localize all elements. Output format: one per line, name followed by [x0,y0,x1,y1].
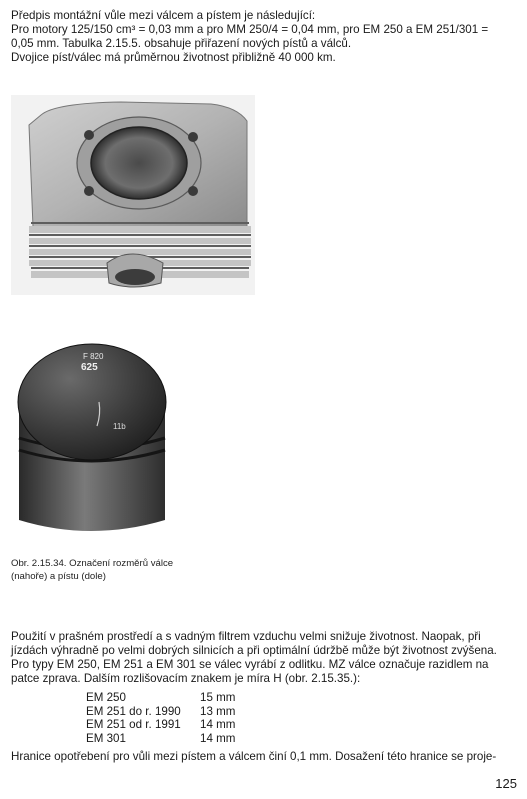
page-number: 125 [495,776,517,791]
model-cell: EM 301 [86,731,126,745]
model-cell: EM 251 od r. 1991 [86,718,181,732]
value-cell: 14 mm [200,731,236,745]
piston-marking-top: F 820 [83,352,104,361]
body-line-4: patce zprava. Dalším rozlišovacím znakem je míra H (obr. 2.15.35.): [11,672,361,685]
table-row [86,732,235,746]
table-row [86,718,235,732]
closing-line: Hranice opotřebení pro vůli mezi pístem a válcem činí 0,1 mm. Dosažení této hranice se proje- [11,750,497,763]
model-cell: EM 250 [86,691,126,704]
value-cell: 15 mm [200,691,236,704]
intro-line-3: 0,05 mm. Tabulka 2.15.5. obsahuje přiřazení nových pístů a válců. [11,37,352,50]
body-line-3: Pro typy EM 250, EM 251 a EM 301 se válec vyrábí z odlitku. MZ válce označuje razidlem na [11,658,489,671]
intro-line-4: Dvojice píst/válec má průměrnou životnost přibližně 40 000 km. [11,51,336,64]
body-line-1: Použití v prašném prostředí a s vadným filtrem vzduchu velmi snižuje životnost. Naopak, při [11,630,481,643]
caption-line-1: Obr. 2.15.34. Označení rozměrů válce [11,558,174,569]
value-cell: 13 mm [200,704,236,718]
cylinder-photo [11,95,255,295]
body-paragraph [11,630,517,686]
piston-photo [11,330,173,540]
dimension-table [86,691,235,745]
intro-line-2: Pro motory 125/150 cm³ = 0,03 mm a pro MM 250/4 = 0,04 mm, pro EM 250 a EM 251/301 = [11,23,489,36]
model-cell: EM 251 do r. 1990 [86,704,181,718]
table-row [86,691,235,705]
intro-line-1: Předpis montážní vůle mezi válcem a pístem je následující: [11,9,316,22]
piston-marking-side: 11b [113,422,126,431]
body-line-2: jízdách výhradně po velmi dobrých silnicích a při optimální údržbě může být životnost zvýšena. [11,644,497,657]
intro-paragraph [11,9,517,65]
caption-line-2: (nahoře) a pístu (dole) [11,571,106,582]
value-cell: 14 mm [200,718,236,732]
figure-caption [11,557,231,583]
piston-marking-size: 625 [81,362,98,373]
table-row [86,705,235,719]
